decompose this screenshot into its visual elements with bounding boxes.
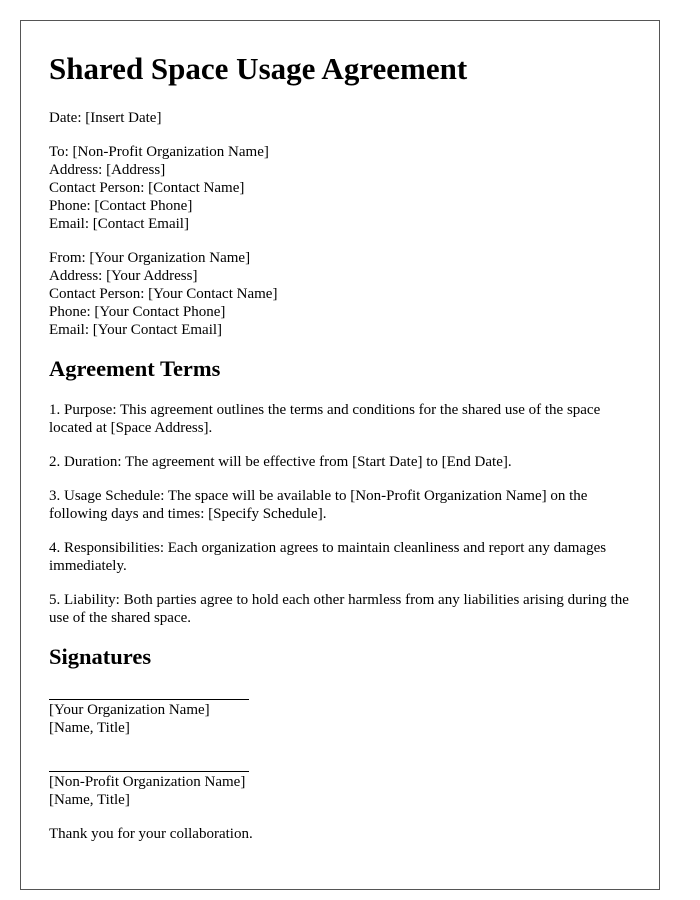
- recipient-line: To: [Non-Profit Organization Name]: [49, 144, 269, 160]
- recipient-phone: Phone: [Contact Phone]: [49, 198, 193, 214]
- term-usage-schedule: 3. Usage Schedule: The space will be available to [Non-Profit Organization Name] on the following days and times: [Specify Schedule].: [49, 488, 588, 522]
- sender-contact: Contact Person: [Your Contact Name]: [49, 286, 278, 302]
- date-line: Date: [Insert Date]: [49, 110, 162, 126]
- signature-block-your-org: [49, 699, 631, 737]
- term-liability: 5. Liability: Both parties agree to hold each other harmless from any liabilities arising during the use of the shared space.: [49, 592, 629, 626]
- sender-address: Address: [Your Address]: [49, 268, 198, 284]
- sender-email: Email: [Your Contact Email]: [49, 322, 223, 338]
- term-responsibilities: 4. Responsibilities: Each organization agrees to maintain cleanliness and report any damages immediately.: [49, 540, 607, 574]
- sender-phone: Phone: [Your Contact Phone]: [49, 304, 226, 320]
- signature-line: [49, 771, 249, 772]
- sender-block: [49, 249, 631, 339]
- agreement-document: [20, 20, 660, 890]
- terms-heading: Agreement Terms: [49, 356, 221, 381]
- term-duration: 2. Duration: The agreement will be effective from [Start Date] to [End Date].: [49, 454, 512, 470]
- sender-line: From: [Your Organization Name]: [49, 250, 251, 266]
- signature-block-nonprofit: [49, 771, 631, 809]
- signature-org: [Your Organization Name]: [49, 702, 210, 718]
- signature-org: [Non-Profit Organization Name]: [49, 774, 246, 790]
- recipient-contact: Contact Person: [Contact Name]: [49, 180, 245, 196]
- recipient-address: Address: [Address]: [49, 162, 166, 178]
- term-purpose: 1. Purpose: This agreement outlines the terms and conditions for the shared use of the space located at [Space Address].: [49, 402, 601, 436]
- recipient-email: Email: [Contact Email]: [49, 216, 189, 232]
- document-title: Shared Space Usage Agreement: [49, 51, 468, 86]
- signature-name-title: [Name, Title]: [49, 792, 130, 808]
- recipient-block: [49, 143, 631, 233]
- signatures-heading: Signatures: [49, 644, 152, 669]
- signature-line: [49, 699, 249, 700]
- signature-name-title: [Name, Title]: [49, 720, 130, 736]
- closing-line: Thank you for your collaboration.: [49, 826, 253, 842]
